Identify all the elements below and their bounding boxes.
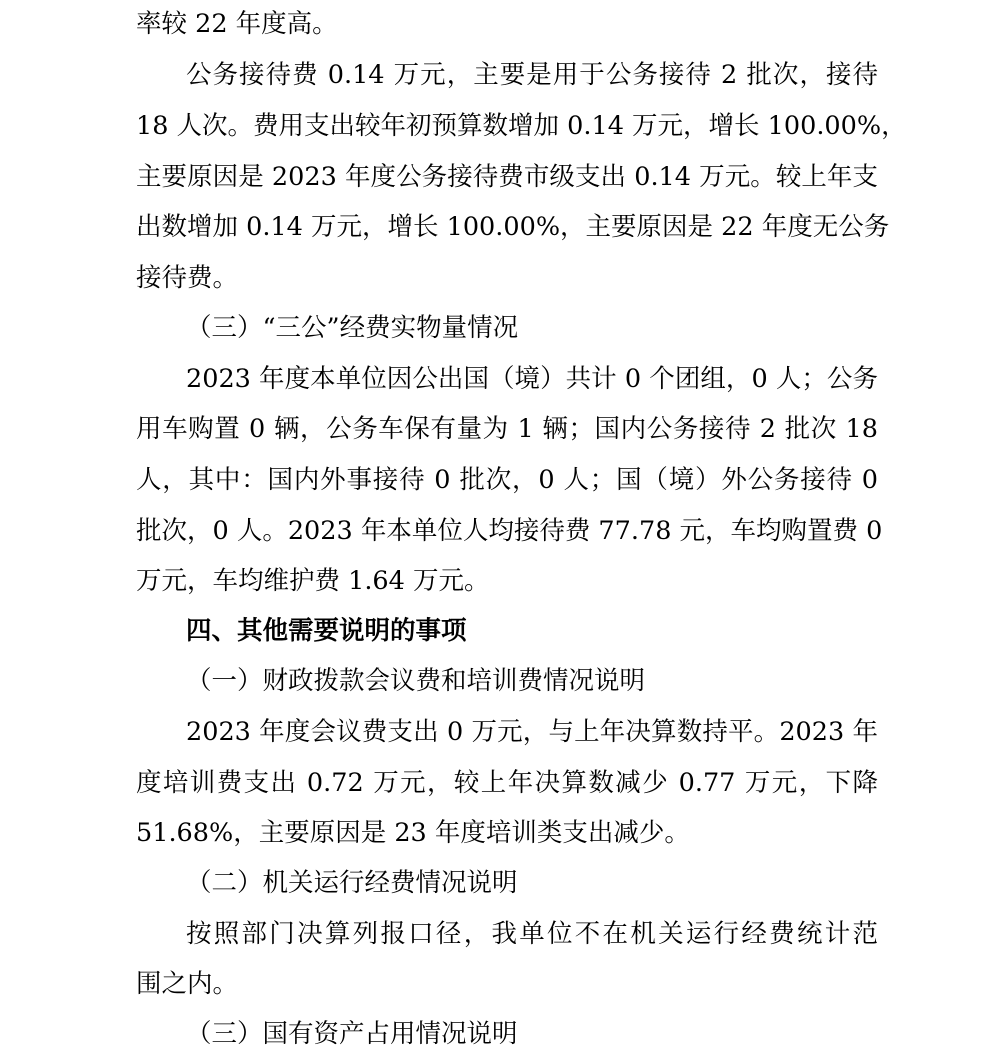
paragraph-line: 批次，0 人。2023 年本单位人均接待费 77.78 元，车均购置费 0 bbox=[136, 516, 883, 546]
paragraph-line: 18 人次。费用支出较年初预算数增加 0.14 万元，增长 100.00%， bbox=[136, 111, 907, 141]
paragraph-line: 2023 年度会议费支出 0 万元，与上年决算数持平。2023 年 bbox=[186, 717, 878, 747]
section-heading: （二）机关运行经费情况说明 bbox=[186, 868, 518, 898]
section-heading: （一）财政拨款会议费和培训费情况说明 bbox=[186, 666, 646, 696]
paragraph-line: 出数增加 0.14 万元，增长 100.00%，主要原因是 22 年度无公务 bbox=[136, 212, 890, 242]
paragraph-line: 接待费。 bbox=[136, 263, 239, 293]
paragraph-line: 万元，车均维护费 1.64 万元。 bbox=[136, 566, 490, 596]
paragraph-line: 51.68%，主要原因是 23 年度培训类支出减少。 bbox=[136, 818, 690, 848]
paragraph-line: 用车购置 0 辆，公务车保有量为 1 辆；国内公务接待 2 批次 18 bbox=[136, 414, 878, 444]
section-heading: （三）国有资产占用情况说明 bbox=[186, 1019, 518, 1049]
paragraph-line: 率较 22 年度高。 bbox=[136, 9, 338, 39]
paragraph-line: 度培训费支出 0.72 万元，较上年决算数减少 0.77 万元，下降 bbox=[136, 768, 878, 798]
paragraph-line: 2023 年度本单位因公出国（境）共计 0 个团组，0 人；公务 bbox=[186, 364, 878, 394]
chapter-heading: 四、其他需要说明的事项 bbox=[186, 616, 467, 646]
paragraph-line: 围之内。 bbox=[136, 969, 239, 999]
paragraph-line: 主要原因是 2023 年度公务接待费市级支出 0.14 万元。较上年支 bbox=[136, 162, 878, 192]
paragraph-line: 人，其中：国内外事接待 0 批次，0 人；国（境）外公务接待 0 bbox=[136, 465, 878, 495]
section-heading: （三）“三公”经费实物量情况 bbox=[186, 313, 519, 343]
paragraph-line: 按照部门决算列报口径，我单位不在机关运行经费统计范 bbox=[186, 919, 878, 949]
paragraph-line: 公务接待费 0.14 万元，主要是用于公务接待 2 批次，接待 bbox=[186, 60, 878, 90]
